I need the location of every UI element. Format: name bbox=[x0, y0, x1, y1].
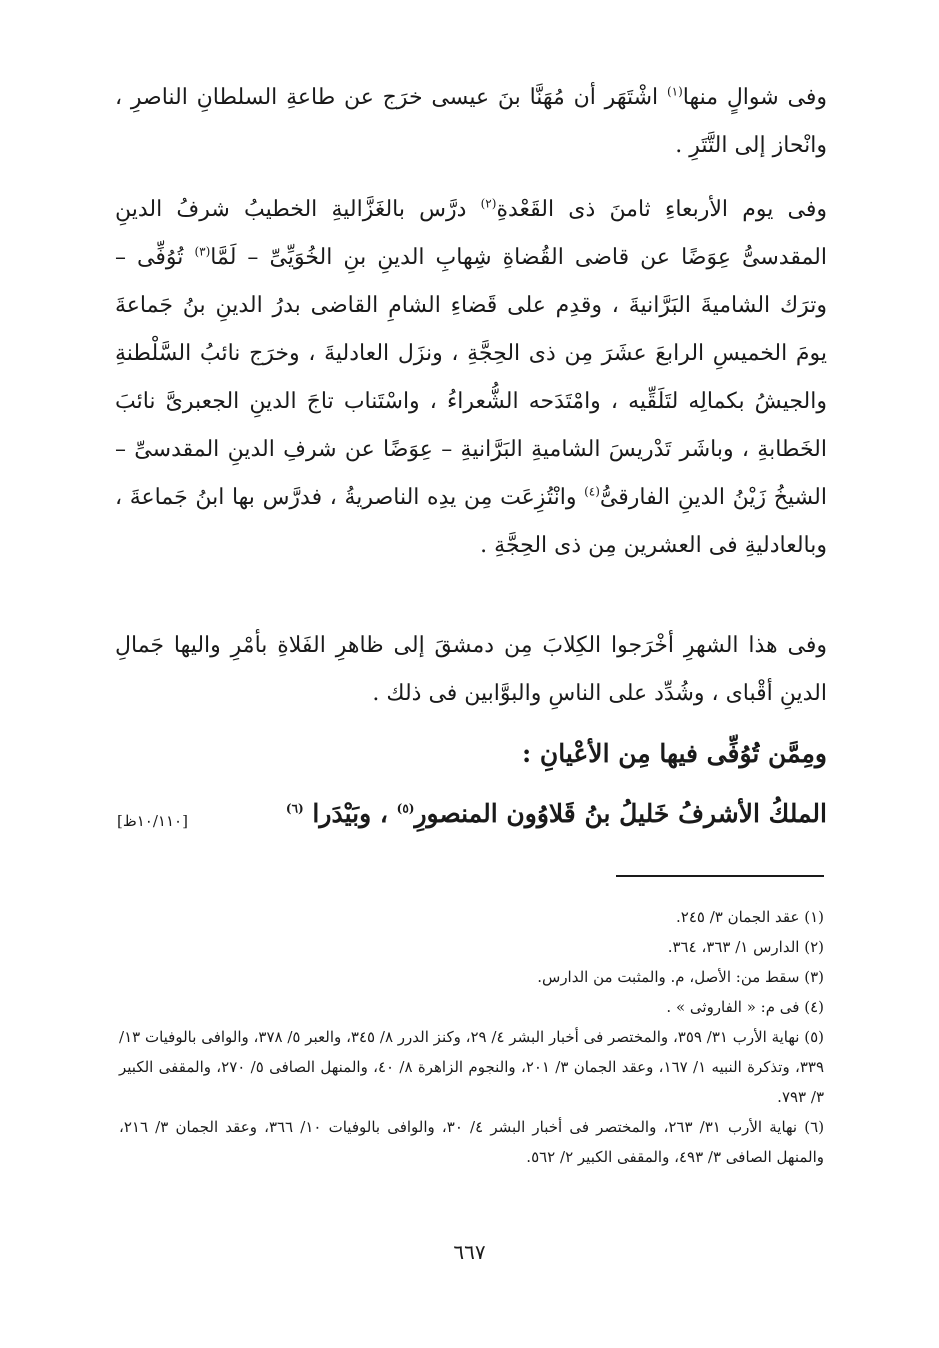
footnote-6: (٦) نهاية الأرب ٣١/ ٢٦٣، والمختصر فى أخبار البشر ٤/ ٣٠، والوافى بالوفيات ١٠/ ٣٦٦، وعقد الجمان ٣/ ٢١٦، والمنهل الصافى ٣/ ٤٩٣، والمقفى الكبير ٢/ ٥٦٢. bbox=[119, 1118, 825, 1166]
section-heading bbox=[115, 734, 827, 774]
paragraph-2-text-a: وفى يوم الأربعاءِ ثامنَ ذى القَعْدةِ bbox=[496, 197, 827, 222]
footnote-3: (٣) سقط من: الأصل، م. والمثبت من الدارس. bbox=[537, 968, 824, 986]
paragraph-3-text: وفى هذا الشهرِ أخْرَجوا الكِلابَ مِن دمشقَ إلى ظاهرِ الفَلاةِ بأمْرِ واليها جَمالِ الدينِ أقْباى ، وشُدِّد على الناسِ والبوَّابين فى ذلك . bbox=[115, 633, 827, 706]
footnote-ref-4: (٤) bbox=[584, 484, 600, 499]
obituary-heading bbox=[115, 794, 827, 834]
paragraph-1-text-b: اشْتَهَر أن مُهَنَّا بنَ عيسى خرَج عن طاعةِ السلطانِ الناصرِ ، وانْحاز إلى التَّتَرِ . bbox=[115, 85, 827, 158]
footnote-1: (١) عقد الجمان ٣/ ٢٤٥. bbox=[675, 908, 824, 926]
footnote-separator bbox=[616, 875, 824, 877]
footnote-5: (٥) نهاية الأرب ٣١/ ٣٥٩، والمختصر فى أخبار البشر ٤/ ٢٩، وكنز الدرر ٨/ ٣٤٥، والعبر ٥/ ٣٧٨، والوافى بالوفيات ١٣/ ٣٣٩، وتذكرة النبيه ١/ ١٦٧، وعقد الجمان ٣/ ٢٠١، والنجوم الزاهرة ٨/ ٤٠، والمنهل الصافى ٥/ ٢٧٠، والمقفى الكبير ٣/ ٧٩٣. bbox=[119, 1028, 825, 1106]
paragraph-2-text-d: وانْتُزِعَت مِن يدِه الناصريةُ ، فدرَّس بها ابنُ جَماعةَ ، وبالعادليةِ فى العشرين مِن ذى الحِجَّةِ . bbox=[115, 485, 827, 558]
paragraph-3 bbox=[115, 622, 827, 718]
paragraph-2-text-b: درَّس بالغَزَّاليةِ الخطيبُ شرفُ الدينِ المقدسىُّ عِوَضًا عن قاضى القُضاةِ شِهابِ الدينِ بنِ الخُوَيِّىِّ – لَمَّا bbox=[115, 197, 827, 270]
footnote-ref-5: (٥) bbox=[396, 801, 415, 816]
paragraph-1 bbox=[115, 74, 827, 170]
page-number: ٦٦٧ bbox=[453, 1240, 486, 1264]
paragraph-2-text-c: تُوُفِّى – وترَك الشاميةَ البَرَّانيةَ ، وقدِم على قَضاءِ الشامِ القاضى بدرُ الدينِ بنُ جَماعةَ يومَ الخميسِ الرابعَ عشَرَ مِن ذى الحِجَّةِ ، ونزَل العادليةَ ، وخرَج نائبُ السَّلْطنةِ والجيشُ بكمالِه لتَلَقِّيه ، وامْتَدَحه الشُّعراءُ ، واسْتَناب تاجَ الدينِ الجعبرىَّ نائبَ الخَطابةِ ، وباشَر تَدْريسَ الشاميةِ البَرَّانيةِ – عِوَضًا عن شرفِ الدينِ المقدسىِّ – الشيخُ زَيْنُ الدينِ الفارقىُّ bbox=[115, 245, 827, 510]
footnote-ref-2: (٢) bbox=[480, 196, 497, 211]
footnote-ref-1: (١) bbox=[666, 84, 683, 99]
manuscript-folio-ref: [١٠/١١٠ظ] bbox=[117, 812, 188, 830]
section-heading-text: ومِمَّن تُوُفِّى فيها مِن الأعْيانِ : bbox=[521, 739, 827, 768]
footnote-ref-6: (٦) bbox=[285, 801, 304, 816]
footnote-ref-3: (٣) bbox=[194, 244, 211, 259]
obituary-heading-text-a: الملكُ الأشرفُ خَليلُ بنُ قَلاوُون المنصورِ bbox=[414, 799, 827, 828]
footnotes bbox=[119, 902, 824, 1172]
paragraph-1-text-a: وفى شوالٍ منها bbox=[682, 85, 827, 110]
footnote-2: (٢) الدارس ١/ ٣٦٣، ٣٦٤. bbox=[667, 938, 824, 956]
footnote-4: (٤) فى م: « الفاروثى » . bbox=[666, 998, 824, 1016]
paragraph-2 bbox=[115, 186, 827, 570]
obituary-heading-text-b: ، وبَيْدَرا bbox=[303, 799, 397, 828]
